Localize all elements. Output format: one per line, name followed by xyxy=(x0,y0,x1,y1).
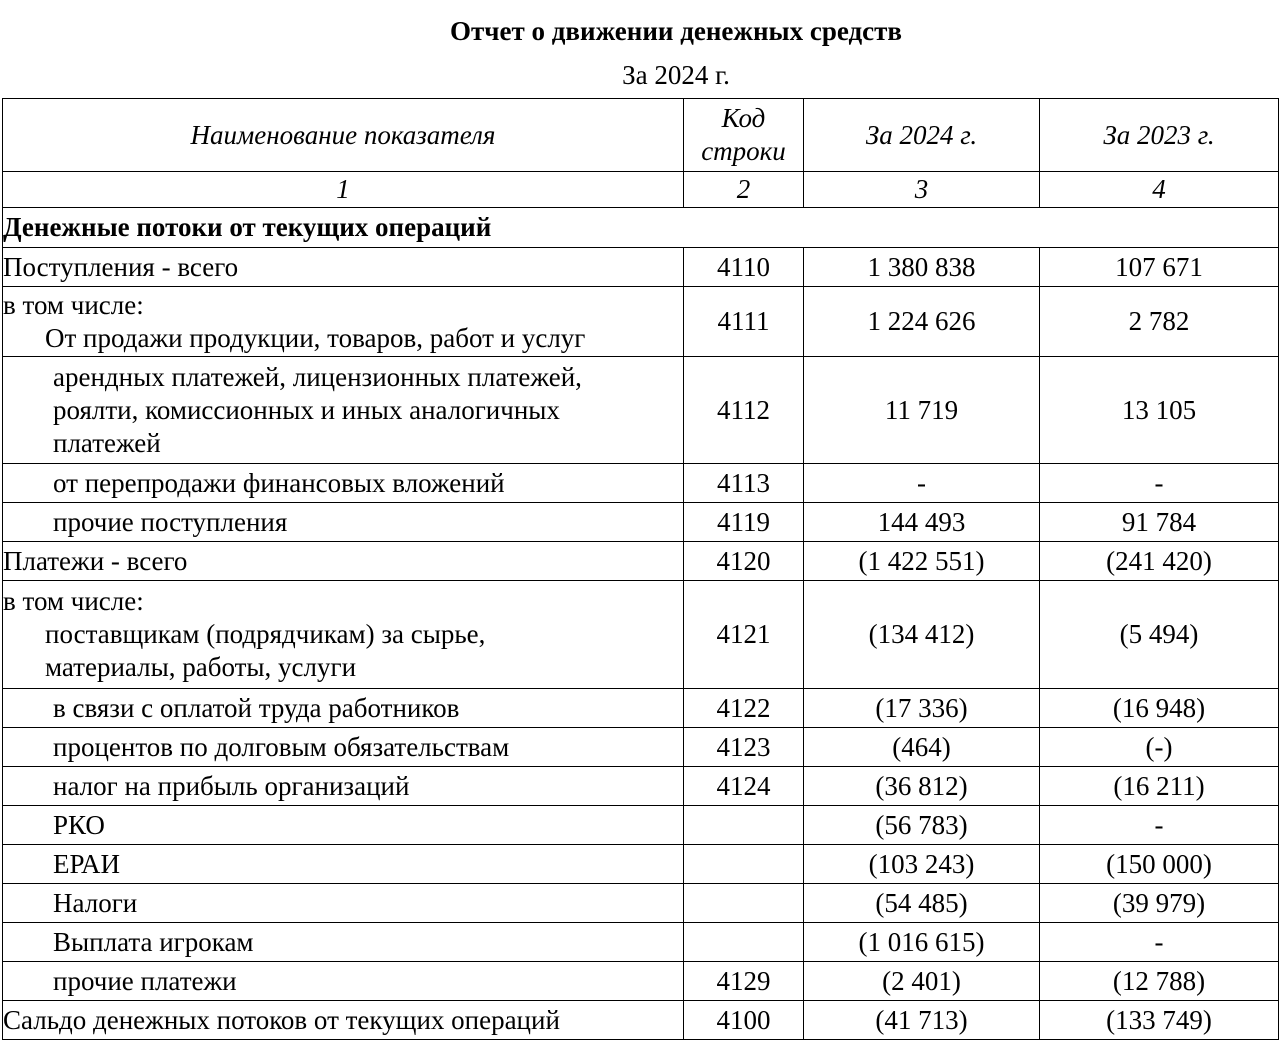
row-name: в связи с оплатой труда работников xyxy=(3,689,684,728)
row-value-2024: (36 812) xyxy=(804,767,1040,806)
row-code: 4100 xyxy=(684,1001,804,1040)
row-name-line: арендных платежей, лицензионных платежей, xyxy=(53,361,582,392)
table-row xyxy=(3,287,1279,357)
row-value-2023: 13 105 xyxy=(1040,357,1279,464)
row-name xyxy=(3,287,684,357)
row-value-2023: - xyxy=(1040,923,1279,962)
report-title: Отчет о движении денежных средств xyxy=(450,16,902,46)
row-value-2024: (134 412) xyxy=(804,581,1040,689)
row-code: 4111 xyxy=(684,287,804,357)
row-name: ЕРАИ xyxy=(3,845,684,884)
table-row xyxy=(3,503,1279,542)
row-value-2023: (16 948) xyxy=(1040,689,1279,728)
row-code: 4112 xyxy=(684,357,804,464)
row-name-line: в том числе: xyxy=(3,289,144,320)
header-2024: За 2024 г. xyxy=(804,99,1040,172)
header-code-line2: строки xyxy=(701,136,786,166)
row-name-line: платежей xyxy=(53,427,161,458)
column-number: 1 xyxy=(3,172,684,208)
row-value-2023: 107 671 xyxy=(1040,248,1279,287)
row-value-2023: (5 494) xyxy=(1040,581,1279,689)
table-row xyxy=(3,806,1279,845)
row-name: от перепродажи финансовых вложений xyxy=(3,464,684,503)
table-row xyxy=(3,884,1279,923)
row-value-2024: 1 224 626 xyxy=(804,287,1040,357)
row-name-line: материалы, работы, услуги xyxy=(45,652,357,682)
header-code xyxy=(684,99,804,172)
table-row xyxy=(3,248,1279,287)
row-value-2024: 1 380 838 xyxy=(804,248,1040,287)
row-code: 4121 xyxy=(684,581,804,689)
row-value-2024: (103 243) xyxy=(804,845,1040,884)
row-value-2024: (1 016 615) xyxy=(804,923,1040,962)
column-number-row xyxy=(3,172,1279,208)
header-2023: За 2023 г. xyxy=(1040,99,1279,172)
table-row xyxy=(3,542,1279,581)
row-code: 4110 xyxy=(684,248,804,287)
report-period: За 2024 г. xyxy=(622,60,730,90)
row-name: Сальдо денежных потоков от текущих операций xyxy=(3,1001,684,1040)
row-code xyxy=(684,884,804,923)
row-value-2024: (54 485) xyxy=(804,884,1040,923)
cash-flow-table xyxy=(2,98,1279,1040)
row-name: РКО xyxy=(3,806,684,845)
row-name: Выплата игрокам xyxy=(3,923,684,962)
header-code-line1: Код xyxy=(721,103,766,133)
table-row xyxy=(3,1001,1279,1040)
row-code: 4119 xyxy=(684,503,804,542)
row-code: 4122 xyxy=(684,689,804,728)
header-row xyxy=(3,99,1279,172)
table-row xyxy=(3,962,1279,1001)
row-value-2023: (241 420) xyxy=(1040,542,1279,581)
row-value-2024: 11 719 xyxy=(804,357,1040,464)
row-value-2024: 144 493 xyxy=(804,503,1040,542)
row-value-2023: (-) xyxy=(1040,728,1279,767)
row-name xyxy=(3,581,684,689)
table-row xyxy=(3,464,1279,503)
row-value-2024: (2 401) xyxy=(804,962,1040,1001)
row-value-2023: - xyxy=(1040,464,1279,503)
row-name: прочие поступления xyxy=(3,503,684,542)
row-code xyxy=(684,845,804,884)
row-code: 4120 xyxy=(684,542,804,581)
row-name-line: роялти, комиссионных и иных аналогичных xyxy=(53,394,560,425)
row-value-2024: (464) xyxy=(804,728,1040,767)
row-code: 4129 xyxy=(684,962,804,1001)
table-row xyxy=(3,357,1279,464)
row-name-line: От продажи продукции, товаров, работ и услуг xyxy=(45,322,586,353)
row-value-2023: 91 784 xyxy=(1040,503,1279,542)
row-value-2024: (1 422 551) xyxy=(804,542,1040,581)
row-value-2023: (16 211) xyxy=(1040,767,1279,806)
table-row xyxy=(3,581,1279,689)
row-name xyxy=(3,357,684,464)
row-name: Налоги xyxy=(3,884,684,923)
row-value-2023: 2 782 xyxy=(1040,287,1279,357)
table-row xyxy=(3,767,1279,806)
row-code xyxy=(684,806,804,845)
row-code: 4123 xyxy=(684,728,804,767)
column-number: 2 xyxy=(684,172,804,208)
row-name-line: поставщикам (подрядчикам) за сырье, xyxy=(45,619,486,649)
header-name: Наименование показателя xyxy=(3,99,684,172)
row-name-line: в том числе: xyxy=(3,586,144,616)
table-row xyxy=(3,845,1279,884)
column-number: 4 xyxy=(1040,172,1279,208)
row-name: Платежи - всего xyxy=(3,542,684,581)
row-value-2024: - xyxy=(804,464,1040,503)
row-value-2023: (12 788) xyxy=(1040,962,1279,1001)
row-name: Поступления - всего xyxy=(3,248,684,287)
row-code: 4124 xyxy=(684,767,804,806)
row-name: налог на прибыль организаций xyxy=(3,767,684,806)
row-value-2023: (133 749) xyxy=(1040,1001,1279,1040)
row-name: прочие платежи xyxy=(3,962,684,1001)
row-value-2023: - xyxy=(1040,806,1279,845)
row-name: процентов по долговым обязательствам xyxy=(3,728,684,767)
section-row xyxy=(3,208,1279,248)
row-value-2023: (150 000) xyxy=(1040,845,1279,884)
row-code xyxy=(684,923,804,962)
table-row xyxy=(3,728,1279,767)
row-value-2024: (17 336) xyxy=(804,689,1040,728)
row-value-2024: (56 783) xyxy=(804,806,1040,845)
row-code: 4113 xyxy=(684,464,804,503)
table-row xyxy=(3,923,1279,962)
column-number: 3 xyxy=(804,172,1040,208)
row-value-2023: (39 979) xyxy=(1040,884,1279,923)
row-value-2024: (41 713) xyxy=(804,1001,1040,1040)
section-title: Денежные потоки от текущих операций xyxy=(3,208,1279,248)
table-row xyxy=(3,689,1279,728)
